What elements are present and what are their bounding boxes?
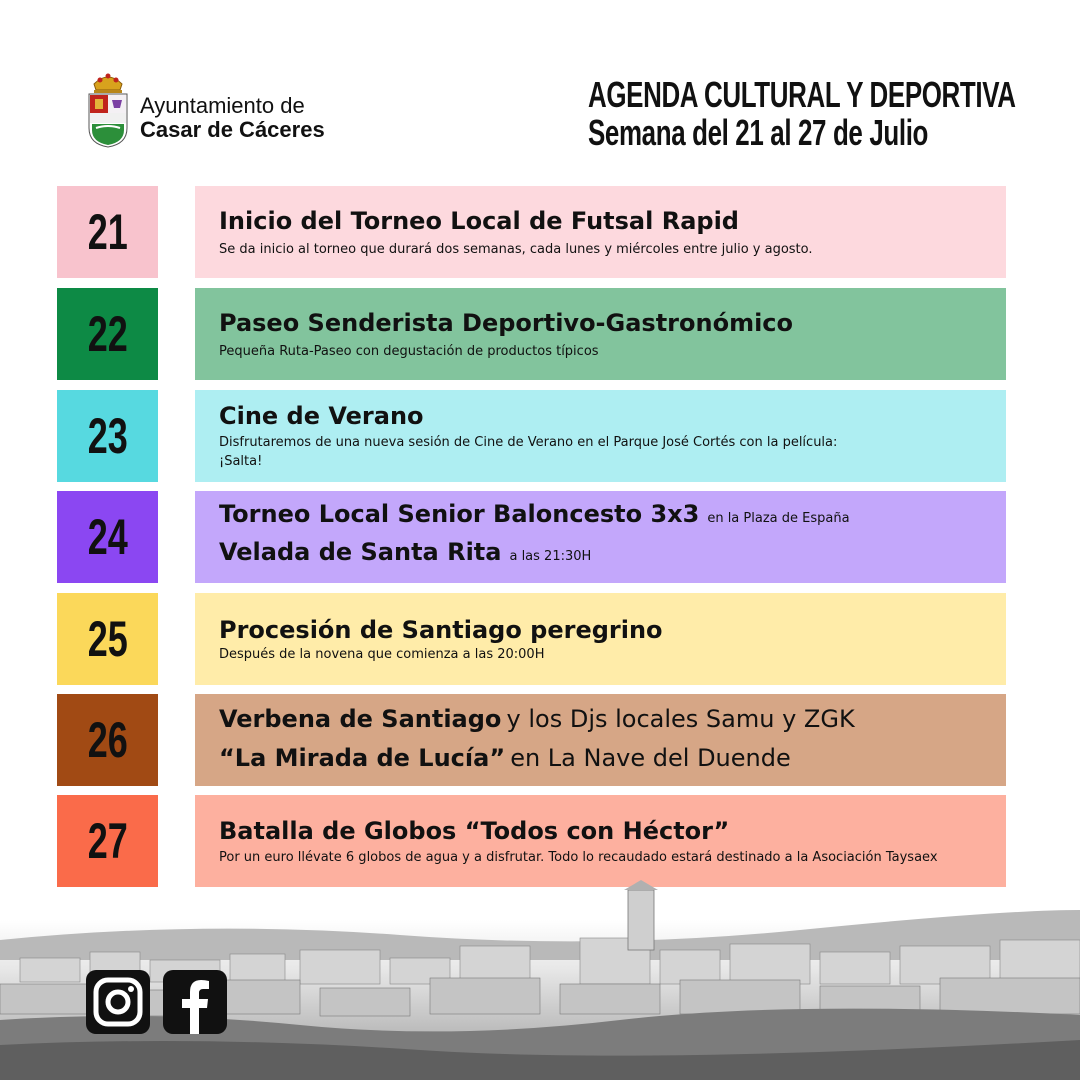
event-description: Por un euro llévate 6 globos de agua y a disfrutar. Todo lo recaudado estará destinado a la Asociación Taysaex [219, 849, 938, 865]
event-title: Paseo Senderista Deportivo-Gastronómico [219, 308, 794, 337]
event-title: Batalla de Globos “Todos con Héctor” [219, 816, 730, 845]
event-description: Después de la novena que comienza a las 20:00H [219, 646, 545, 662]
event-box-24 [195, 491, 1006, 583]
event-description: Disfrutaremos de una nueva sesión de Cine de Verano en el Parque José Cortés con la película: ¡Salta! [219, 435, 838, 469]
event-box-22 [195, 288, 1006, 380]
event-time: a las 21:30H [509, 549, 592, 564]
day-box-21 [57, 186, 158, 278]
day-number: 25 [87, 611, 128, 667]
event-title: Cine de Verano [219, 402, 424, 430]
day-number: 21 [87, 204, 128, 260]
event-line-1 [219, 499, 982, 537]
event-title: Inicio del Torneo Local de Futsal Rapid [219, 206, 739, 235]
event-title: Torneo Local Senior Baloncesto 3x3 [219, 500, 700, 528]
day-number: 22 [87, 306, 128, 362]
event-title: Procesión de Santiago peregrino [219, 615, 663, 644]
coat-of-arms-logo [86, 70, 130, 148]
event-title: Velada de Santa Rita [219, 538, 502, 566]
day-box-27 [57, 795, 158, 887]
event-description: Pequeña Ruta-Paseo con degustación de productos típicos [219, 343, 599, 359]
instagram-icon[interactable] [86, 970, 150, 1034]
org-name-line2: Casar de Cáceres [140, 117, 325, 142]
event-detail: y los Djs locales Samu y ZGK [506, 705, 855, 733]
event-line-2 [219, 740, 982, 779]
day-box-25 [57, 593, 158, 685]
organization-name [140, 94, 325, 142]
event-description: Se da inicio al torneo que durará dos semanas, cada lunes y miércoles entre julio y agosto. [219, 241, 813, 257]
page-title [588, 76, 1080, 152]
day-box-24 [57, 491, 158, 583]
event-location: en la Plaza de España [707, 511, 850, 526]
event-detail: en La Nave del Duende [510, 744, 791, 772]
title-line2: Semana del 21 al 27 de Julio [588, 112, 929, 153]
event-box-23 [195, 390, 1006, 482]
event-title: “La Mirada de Lucía” [219, 744, 506, 772]
event-title: Verbena de Santiago [219, 705, 502, 733]
event-line-1 [219, 701, 982, 740]
facebook-icon[interactable] [163, 970, 227, 1034]
townscape-photo [0, 880, 1080, 1080]
event-box-21 [195, 186, 1006, 278]
title-line1: AGENDA CULTURAL Y DEPORTIVA [588, 74, 1016, 115]
day-box-26 [57, 694, 158, 786]
day-number: 26 [87, 712, 128, 768]
event-line-2 [219, 537, 982, 575]
event-box-26 [195, 694, 1006, 786]
event-box-27 [195, 795, 1006, 887]
day-box-23 [57, 390, 158, 482]
day-number: 24 [87, 509, 128, 565]
day-number: 27 [87, 813, 128, 869]
org-name-line1: Ayuntamiento de [140, 93, 305, 118]
day-number: 23 [87, 408, 128, 464]
event-box-25 [195, 593, 1006, 685]
day-box-22 [57, 288, 158, 380]
